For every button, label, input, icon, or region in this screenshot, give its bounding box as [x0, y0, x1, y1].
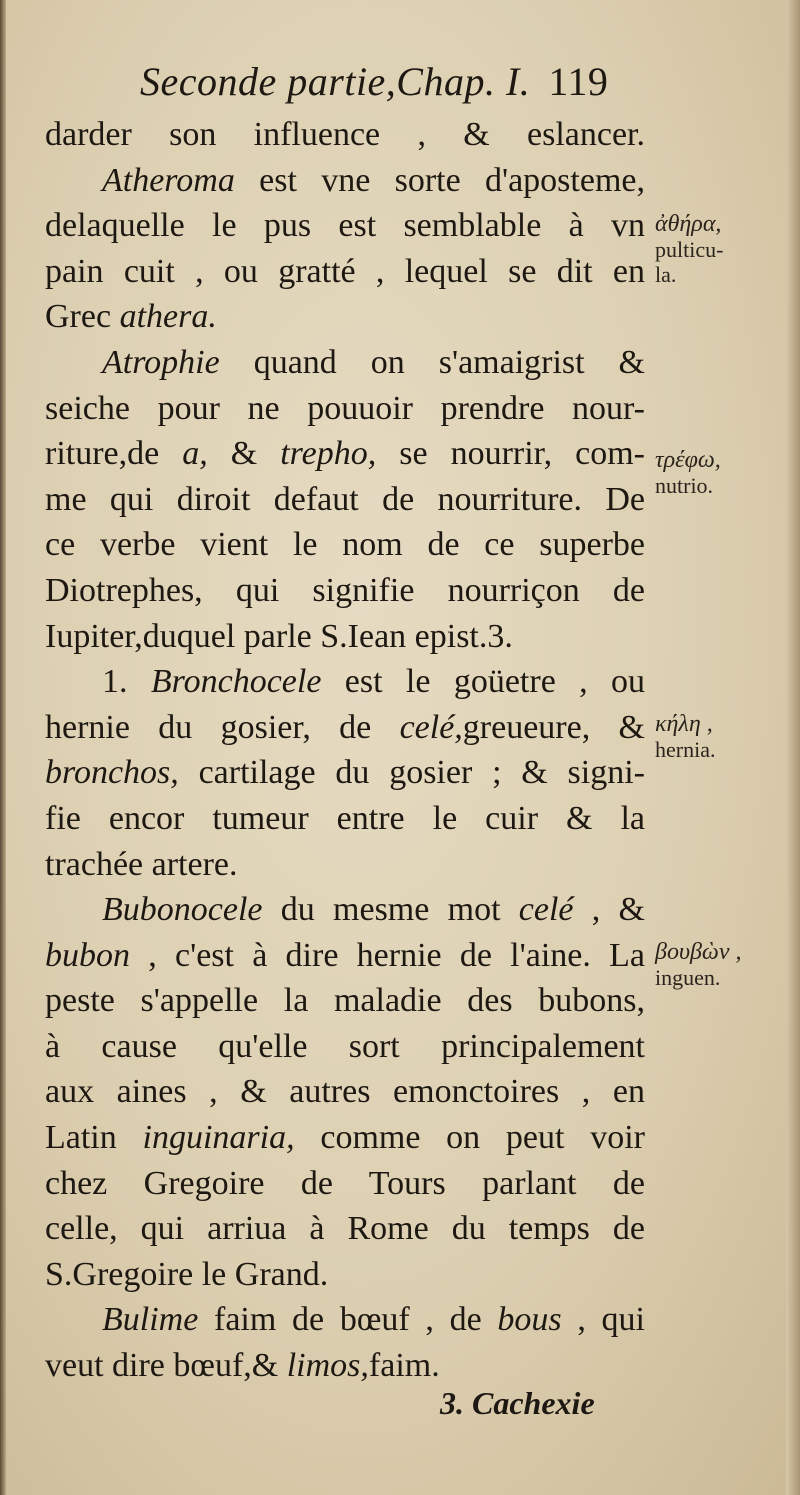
margin-note-latin: hernia.	[655, 737, 716, 762]
italic-term: a,	[182, 435, 208, 473]
text-line	[45, 705, 645, 751]
text-line	[45, 842, 645, 888]
text-segment: celle, qui arriua à Rome du temps de	[45, 1210, 645, 1248]
text-line	[45, 796, 645, 842]
margin-note-greek: ἀθήρα,	[655, 211, 722, 237]
text-line	[45, 1024, 645, 1070]
text-segment: chez Gregoire de Tours parlant de	[45, 1164, 645, 1202]
text-line	[45, 477, 645, 523]
running-head-title: Seconde partie,Chap. I.	[140, 59, 531, 104]
text-segment: cartilage du gosier ; & signi-	[178, 754, 645, 792]
margin-note-latin: nutrio.	[655, 473, 714, 498]
text-segment: me qui diroit defaut de nourriture. De	[45, 480, 645, 518]
text-segment: comme on peut voir	[294, 1119, 645, 1157]
margin-note-latin: inguen.	[655, 965, 721, 990]
text-segment: darder son influence , & eslancer.	[45, 116, 645, 153]
body-text	[45, 112, 645, 1389]
text-segment: Iupiter,duquel parle S.Iean epist.3.	[45, 617, 513, 655]
text-segment: à cause qu'elle sort principalement	[45, 1027, 645, 1065]
text-segment: hernie du gosier, de	[45, 708, 400, 746]
italic-term: Bulime	[102, 1301, 199, 1339]
margin-note-trepho	[655, 448, 780, 498]
catchword: 3. Cachexie	[440, 1385, 595, 1421]
text-segment: peste s'appelle la maladie des bubons,	[45, 982, 645, 1020]
italic-term: Bubonocele	[102, 891, 263, 929]
text-segment: seiche pour ne pouuoir prendre nour-	[45, 389, 645, 427]
text-line	[45, 340, 645, 386]
text-segment: Diotrephes, qui signifie nourriçon de	[45, 571, 645, 609]
text-segment: delaquelle le pus est semblable à vn	[45, 207, 645, 245]
text-line	[45, 1252, 645, 1298]
italic-term: bubon	[45, 936, 130, 974]
margin-note-greek: βουβὼν ,	[655, 939, 742, 965]
italic-term: celé,	[399, 708, 463, 746]
text-segment: est le goüetre , ou	[321, 663, 646, 701]
text-line	[45, 568, 645, 614]
text-segment: 1.	[102, 663, 151, 701]
text-line	[45, 1206, 645, 1252]
page-edge	[786, 0, 800, 1495]
page-gutter-shadow	[0, 0, 6, 1495]
text-segment: Latin	[45, 1119, 143, 1157]
text-segment: trachée artere.	[45, 845, 238, 883]
text-line	[45, 978, 645, 1024]
italic-term: Atheroma	[102, 161, 235, 199]
text-line	[45, 659, 645, 705]
margin-note-athera	[655, 212, 780, 287]
text-line	[45, 933, 645, 979]
margin-note-latin: pulticu-	[655, 237, 724, 262]
text-segment: S.Gregoire le Grand.	[45, 1255, 329, 1293]
text-line	[45, 1343, 645, 1389]
italic-term: athera.	[119, 298, 217, 336]
text-segment: se nourrir, com-	[376, 435, 646, 473]
text-segment: , c'est à dire hernie de l'aine. La	[130, 936, 645, 974]
margin-note-kele	[655, 712, 780, 762]
text-segment: greueure, &	[462, 708, 645, 746]
text-line	[45, 1297, 645, 1343]
text-segment: , qui	[561, 1301, 645, 1339]
text-line	[45, 1115, 645, 1161]
text-line	[45, 887, 645, 933]
text-line	[45, 750, 645, 796]
text-segment: ce verbe vient le nom de ce superbe	[45, 526, 645, 564]
text-line	[45, 249, 645, 295]
text-line	[45, 158, 645, 204]
italic-term: inguinaria,	[142, 1119, 295, 1157]
italic-term: limos,	[286, 1347, 369, 1385]
text-segment: du mesme mot	[262, 891, 519, 929]
margin-note-greek: κήλη ,	[655, 711, 713, 737]
text-line	[45, 112, 645, 158]
text-line	[45, 522, 645, 568]
italic-term: bronchos,	[45, 754, 179, 792]
text-line	[45, 294, 645, 340]
text-line	[45, 614, 645, 660]
page-number: 119	[548, 59, 609, 104]
italic-term: Atrophie	[102, 343, 220, 381]
text-line	[45, 1161, 645, 1207]
text-line	[45, 431, 645, 477]
italic-term: celé	[518, 891, 574, 929]
italic-term: bous	[497, 1301, 562, 1339]
margin-note-boubon	[655, 940, 780, 990]
running-head	[140, 58, 660, 105]
text-segment: veut dire bœuf,&	[45, 1347, 287, 1385]
text-line	[45, 203, 645, 249]
text-segment: &	[207, 435, 281, 473]
text-segment: faim de bœuf , de	[198, 1301, 498, 1339]
text-segment: est vne sorte d'aposteme,	[234, 161, 645, 199]
text-segment: faim.	[368, 1347, 440, 1385]
text-segment: quand on s'amaigrist &	[219, 343, 645, 381]
margin-note-greek: τρέφω,	[655, 447, 721, 473]
text-segment: riture,de	[45, 435, 183, 473]
margin-note-latin: la.	[655, 262, 677, 287]
text-segment: aux aines , & autres emonctoires , en	[45, 1073, 645, 1111]
text-segment: pain cuit , ou gratté , lequel se dit en	[45, 252, 645, 290]
text-segment: Grec	[45, 298, 120, 336]
italic-term: Bronchocele	[150, 663, 322, 701]
text-line	[45, 386, 645, 432]
text-line	[45, 1069, 645, 1115]
italic-term: trepho,	[280, 435, 377, 473]
text-segment: , &	[573, 891, 646, 929]
text-segment: fie encor tumeur entre le cuir & la	[45, 799, 645, 837]
